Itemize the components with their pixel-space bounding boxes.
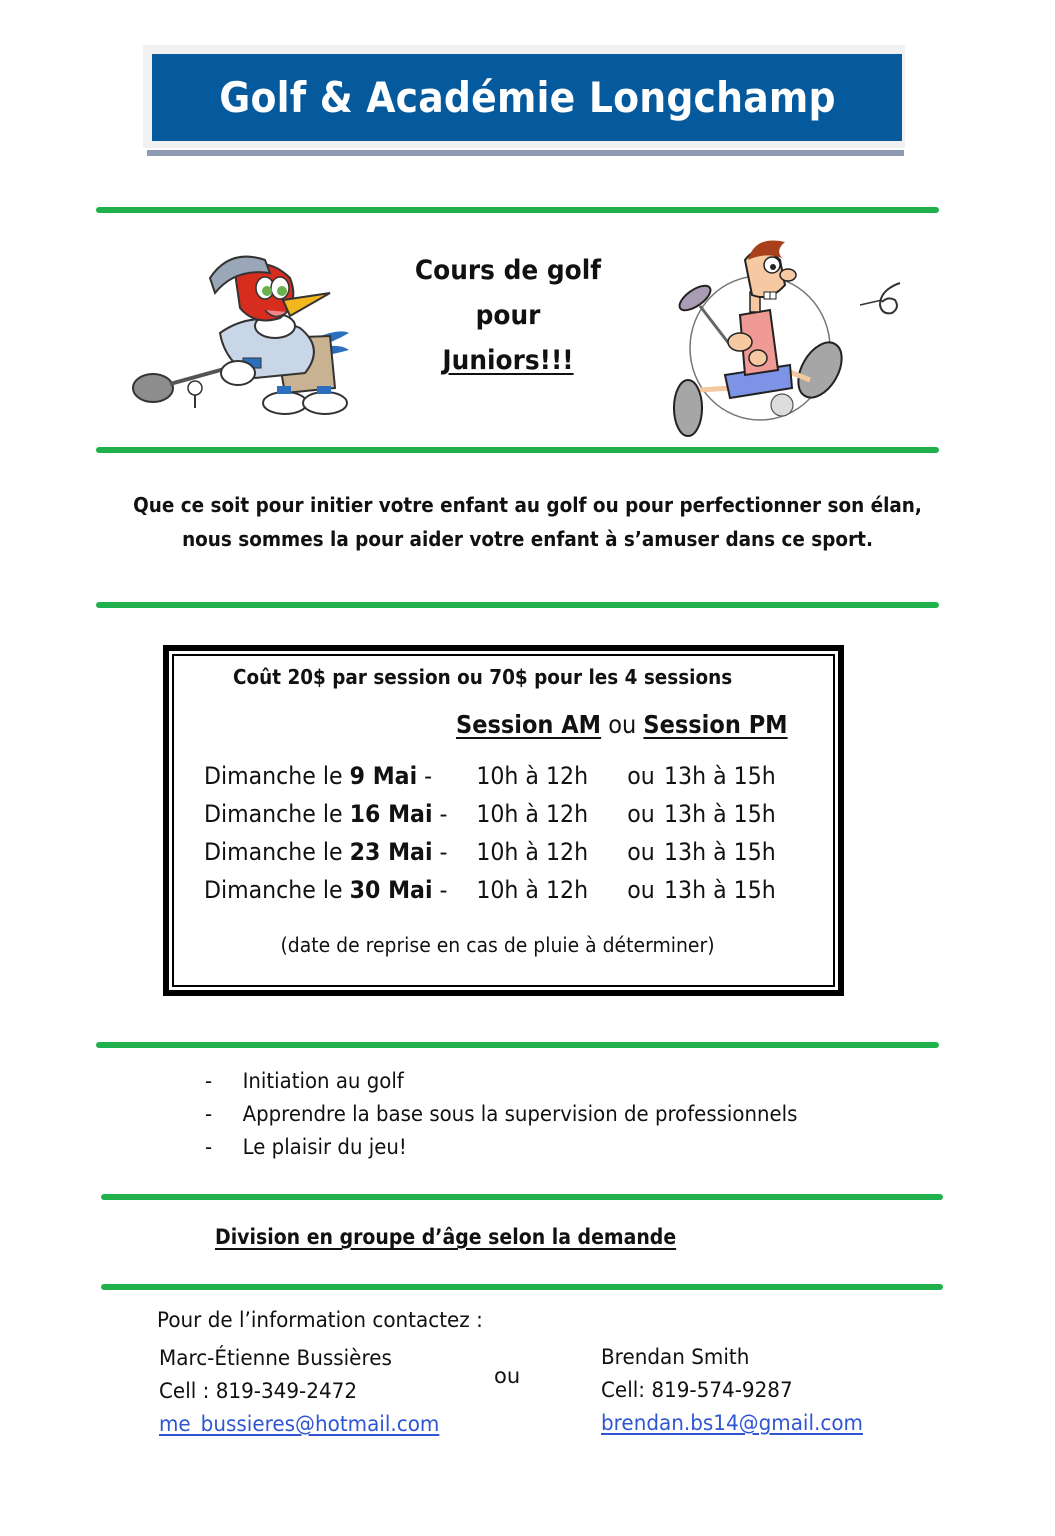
intro-line-2: nous sommes la pour aider votre enfant à s’amuser dans ce sport.	[182, 527, 873, 551]
contact-separator: ou	[494, 1364, 521, 1388]
contact-phone: Cell : 819-349-2472	[159, 1379, 358, 1403]
session-am-label: Session AM	[456, 710, 602, 739]
row-am-time: 10h à 12h	[476, 876, 589, 904]
row-am-time: 10h à 12h	[476, 762, 589, 790]
banner-shadow	[147, 150, 904, 156]
divider	[96, 447, 939, 453]
intro-text	[97, 488, 957, 556]
row-separator: -	[424, 762, 433, 790]
hero-title	[390, 248, 626, 383]
session-header	[456, 710, 788, 739]
contact-name: Marc-Étienne Bussières	[159, 1346, 392, 1370]
rain-date-note: (date de reprise en cas de pluie à déterminer)	[280, 933, 715, 957]
row-date: 30 Mai	[349, 876, 433, 904]
feature-text: Apprendre la base sous la supervision de professionnels	[242, 1102, 798, 1126]
row-am-time: 10h à 12h	[476, 800, 589, 828]
bullet-dash: -	[205, 1135, 213, 1159]
row-date: 16 Mai	[349, 800, 433, 828]
divider	[96, 602, 939, 608]
schedule-row	[204, 758, 776, 794]
row-prefix: Dimanche le	[204, 762, 343, 790]
feature-list-item	[205, 1131, 407, 1164]
age-division-note: Division en groupe d’âge selon la demande	[215, 1225, 677, 1249]
row-date: 9 Mai	[349, 762, 418, 790]
feature-list-item	[205, 1065, 404, 1098]
divider	[101, 1194, 943, 1200]
row-pm-time: 13h à 15h	[664, 838, 776, 866]
feature-list-item	[205, 1098, 797, 1131]
contact-card-2	[601, 1341, 877, 1440]
feature-text: Initiation au golf	[242, 1069, 404, 1093]
row-pm-time: 13h à 15h	[664, 762, 776, 790]
contact-phone: Cell: 819-574-9287	[601, 1378, 793, 1402]
running-golfer-image	[660, 230, 910, 440]
divider	[101, 1284, 943, 1290]
intro-line-1: Que ce soit pour initier votre enfant au golf ou pour perfectionner son élan,	[133, 493, 922, 517]
schedule-row	[204, 834, 776, 870]
session-or-label: ou	[608, 710, 637, 739]
contact-email-link[interactable]: brendan.bs14@gmail.com	[601, 1411, 863, 1435]
contact-heading: Pour de l’information contactez :	[157, 1308, 483, 1332]
hero-title-line-2: pour	[475, 300, 541, 331]
schedule-row	[204, 872, 776, 908]
bullet-dash: -	[205, 1069, 213, 1093]
divider	[96, 1042, 939, 1048]
row-or: ou	[627, 838, 655, 866]
feature-text: Le plaisir du jeu!	[242, 1135, 407, 1159]
session-pm-label: Session PM	[643, 710, 788, 739]
divider	[96, 207, 939, 213]
row-prefix: Dimanche le	[204, 876, 343, 904]
page-title: Golf & Académie Longchamp	[218, 73, 836, 122]
row-separator: -	[439, 838, 448, 866]
row-pm-time: 13h à 15h	[664, 876, 776, 904]
row-or: ou	[627, 876, 655, 904]
row-pm-time: 13h à 15h	[664, 800, 776, 828]
row-or: ou	[627, 762, 655, 790]
row-prefix: Dimanche le	[204, 838, 343, 866]
row-separator: -	[439, 800, 448, 828]
price-text: Coût 20$ par session ou 70$ pour les 4 sessions	[233, 665, 733, 689]
bullet-dash: -	[205, 1102, 213, 1126]
row-date: 23 Mai	[349, 838, 433, 866]
row-or: ou	[627, 800, 655, 828]
woodpecker-golfer-image	[125, 238, 350, 418]
hero-title-line-3: Juniors!!!	[442, 345, 574, 376]
contact-name: Brendan Smith	[601, 1345, 750, 1369]
row-prefix: Dimanche le	[204, 800, 343, 828]
header-banner	[152, 54, 902, 141]
row-separator: -	[439, 876, 448, 904]
row-am-time: 10h à 12h	[476, 838, 589, 866]
hero-title-line-1: Cours de golf	[414, 255, 602, 286]
contact-card-1	[159, 1342, 454, 1441]
contact-email-link[interactable]: me_bussieres@hotmail.com	[159, 1412, 440, 1436]
schedule-row	[204, 796, 776, 832]
